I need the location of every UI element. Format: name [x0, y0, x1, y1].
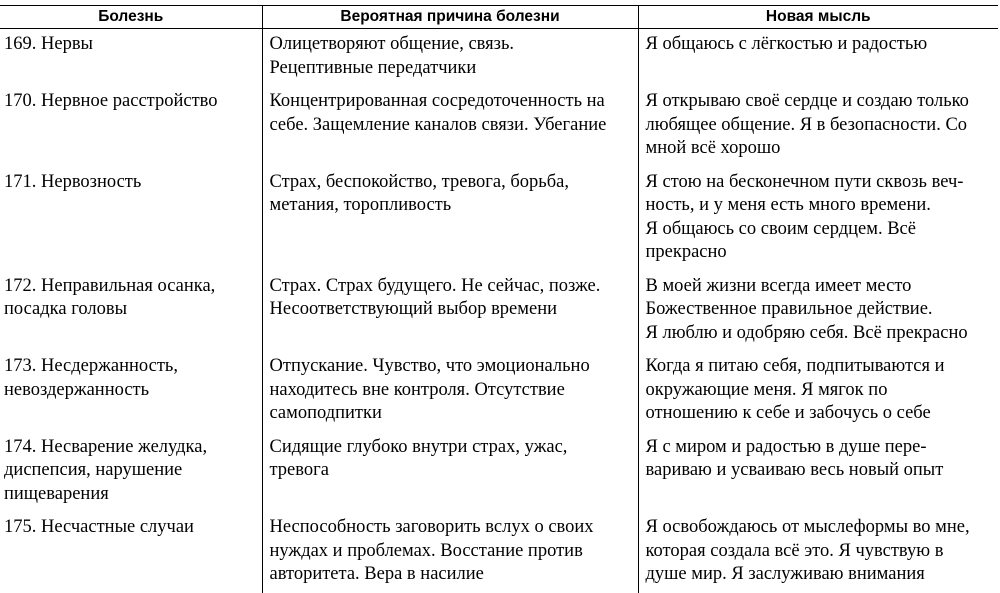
thought-cell: [638, 512, 998, 593]
disease-cell: [0, 512, 262, 593]
disease-cell: [0, 86, 262, 167]
thought-text: Когда я питаю себя, подпитываются и окружающие меня. Я мягок по отношению к себе и забочусь о себе: [645, 356, 945, 423]
thought-cell: [638, 271, 998, 352]
disease-text: 174. Несварение желудка, диспепсия, нарушение пищеварения: [4, 436, 208, 504]
thought-cell: [638, 167, 998, 271]
cause-cell: [262, 29, 638, 87]
header-cause: Вероятная причина болезни: [262, 6, 638, 29]
cause-cell: [262, 86, 638, 167]
thought-text: Я освобождаюсь от мыслеформы во мне, которая создала всё это. Я чувствую в душе мир. Я заслуживаю внимания: [645, 517, 970, 584]
cause-cell: [262, 351, 638, 432]
disease-cell: [0, 271, 262, 352]
cause-text: Отпускание. Чувство, что эмоционально находитесь вне контроля. Отсутствие самоподпитки: [269, 356, 590, 423]
cause-text: Неспособность заговорить вслух о своих нуждах и проблемах. Восстание против авторитета. Вера в насилие: [269, 517, 594, 584]
table-row: [0, 512, 998, 593]
cause-text: Страх. Страх будущего. Не сейчас, позже. Несоответствующий выбор времени: [269, 275, 601, 319]
table-row: [0, 351, 998, 432]
header-thought: Новая мысль: [638, 6, 998, 29]
table-header: [0, 6, 998, 29]
cause-cell: [262, 167, 638, 271]
table-row: [0, 167, 998, 271]
thought-text: Я стою на бесконечном пути сквозь веч- ность, и у меня есть много времени. Я общаюсь со своим сердцем. Всё прекрасно: [645, 171, 964, 262]
cause-text: Олицетворяют общение, связь. Рецептивные передатчики: [269, 34, 515, 78]
table-row: [0, 432, 998, 513]
cause-cell: [262, 432, 638, 513]
header-row: [0, 6, 998, 29]
cause-text: Сидящие глубоко внутри страх, ужас, тревога: [269, 436, 568, 480]
disease-cell: [0, 351, 262, 432]
thought-text: Я с миром и радостью в душе пере- вариваю и усваиваю весь новый опыт: [645, 436, 944, 480]
disease-table: [0, 5, 998, 593]
disease-cell: [0, 432, 262, 513]
disease-text: 171. Нервозность: [4, 171, 142, 192]
disease-text: 173. Несдержанность, невоздержанность: [4, 356, 178, 400]
cause-text: Страх, беспокойство, тревога, борьба, метания, торопливость: [269, 171, 569, 215]
disease-cell: [0, 167, 262, 271]
thought-cell: [638, 86, 998, 167]
disease-cell: [0, 29, 262, 87]
thought-cell: [638, 351, 998, 432]
thought-text: В моей жизни всегда имеет место Божественное правильное действие. Я люблю и одобряю себя. Всё прекрасно: [645, 275, 968, 343]
cause-cell: [262, 271, 638, 352]
cause-cell: [262, 512, 638, 593]
cause-text: Концентрированная сосредоточенность на себе. Защемление каналов связи. Убегание: [269, 91, 607, 135]
disease-text: 170. Нервное расстройство: [4, 91, 218, 111]
thought-text: Я открываю своё сердце и создаю только любящее общение. Я в безопасности. Со мной всё хорошо: [645, 91, 969, 158]
table-row: [0, 271, 998, 352]
table-row: [0, 86, 998, 167]
thought-cell: [638, 29, 998, 87]
table-body: [0, 29, 998, 593]
disease-text: 172. Неправильная осанка, посадка головы: [4, 275, 216, 319]
disease-text: 175. Несчастные случаи: [4, 517, 194, 537]
table-row: [0, 29, 998, 87]
thought-text: Я общаюсь с лёгкостью и радостью: [645, 34, 928, 54]
disease-text: 169. Нервы: [4, 34, 93, 54]
header-disease: Болезнь: [0, 6, 262, 29]
thought-cell: [638, 432, 998, 513]
